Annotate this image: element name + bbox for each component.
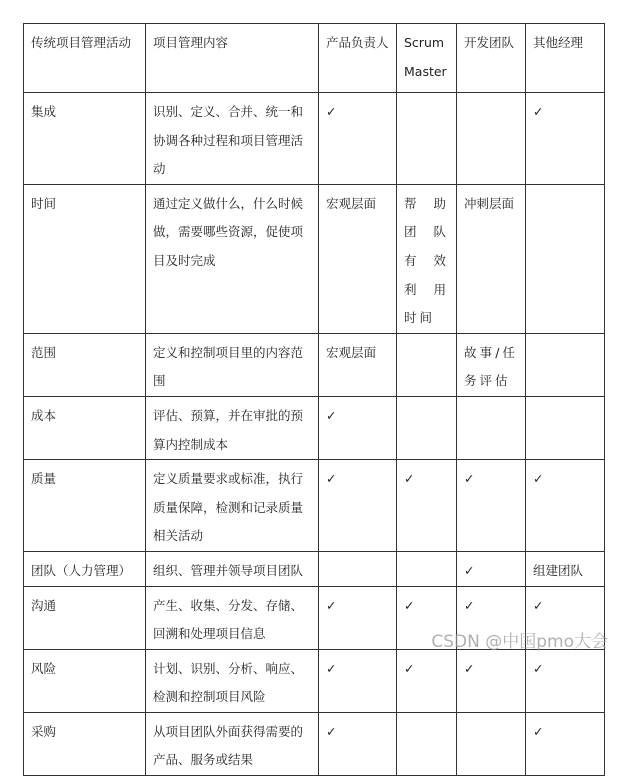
content-cell: 识别、定义、合并、统一和协调各种过程和项目管理活动: [146, 93, 319, 185]
table-row: [24, 396, 605, 459]
content-cell: 评估、预算，并在审批的预算内控制成本: [146, 396, 319, 459]
product-owner-cell: [319, 551, 397, 586]
header-product-owner: 产品负责人: [319, 24, 397, 93]
activity-cell: 团队（人力管理）: [24, 551, 146, 586]
scrum-master-cell: ✓: [397, 649, 457, 712]
scrum-master-cell: [397, 396, 457, 459]
scrum-master-cell: ✓: [397, 586, 457, 649]
scrum-master-cell: [397, 551, 457, 586]
product-owner-cell: ✓: [319, 93, 397, 185]
content-cell: 通过定义做什么，什么时候做，需要哪些资源，促使项目及时完成: [146, 184, 319, 333]
table-row: [24, 184, 605, 333]
activity-cell: 采购: [24, 712, 146, 775]
dev-team-cell: [457, 93, 526, 185]
content-cell: 定义和控制项目里的内容范围: [146, 333, 319, 396]
product-owner-cell: ✓: [319, 396, 397, 459]
activity-cell: 风险: [24, 649, 146, 712]
table-row: [24, 649, 605, 712]
header-row: [24, 24, 605, 93]
product-owner-cell: ✓: [319, 460, 397, 552]
table-row: [24, 93, 605, 185]
pm-roles-table: [23, 23, 605, 776]
dev-team-cell: ✓: [457, 586, 526, 649]
activity-cell: 成本: [24, 396, 146, 459]
scrum-master-cell: ✓: [397, 460, 457, 552]
dev-team-cell: [457, 396, 526, 459]
activity-cell: 时间: [24, 184, 146, 333]
dev-team-cell: [457, 712, 526, 775]
header-content: 项目管理内容: [146, 24, 319, 93]
other-managers-cell: [526, 184, 605, 333]
dev-team-cell: ✓: [457, 649, 526, 712]
product-owner-cell: 宏观层面: [319, 333, 397, 396]
other-managers-cell: [526, 396, 605, 459]
content-cell: 定义质量要求或标准，执行质量保障，检测和记录质量相关活动: [146, 460, 319, 552]
activity-cell: 集成: [24, 93, 146, 185]
other-managers-cell: ✓: [526, 460, 605, 552]
table-row: [24, 551, 605, 586]
table-row: [24, 712, 605, 775]
product-owner-cell: ✓: [319, 649, 397, 712]
content-cell: 计划、识别、分析、响应、检测和控制项目风险: [146, 649, 319, 712]
dev-team-cell: 故事/任务评估: [457, 333, 526, 396]
scrum-master-cell: [397, 93, 457, 185]
header-dev-team: 开发团队: [457, 24, 526, 93]
dev-team-cell: ✓: [457, 551, 526, 586]
product-owner-cell: 宏观层面: [319, 184, 397, 333]
scrum-master-cell: [397, 712, 457, 775]
scrum-master-cell: 帮助团队有效利用时间: [397, 184, 457, 333]
other-managers-cell: ✓: [526, 649, 605, 712]
activity-cell: 沟通: [24, 586, 146, 649]
other-managers-cell: ✓: [526, 712, 605, 775]
activity-cell: 质量: [24, 460, 146, 552]
watermark: CSDN @中国pmo大会: [431, 632, 608, 652]
content-cell: 组织、管理并领导项目团队: [146, 551, 319, 586]
activity-cell: 范围: [24, 333, 146, 396]
product-owner-cell: ✓: [319, 586, 397, 649]
scrum-master-cell: [397, 333, 457, 396]
other-managers-cell: [526, 333, 605, 396]
header-scrum-master: Scrum Master: [397, 24, 457, 93]
header-other-managers: 其他经理: [526, 24, 605, 93]
table-row: [24, 460, 605, 552]
table-row: [24, 333, 605, 396]
content-cell: 产生、收集、分发、存储、回溯和处理项目信息: [146, 586, 319, 649]
header-activity: 传统项目管理活动: [24, 24, 146, 93]
dev-team-cell: 冲刺层面: [457, 184, 526, 333]
other-managers-cell: ✓: [526, 586, 605, 649]
other-managers-cell: ✓: [526, 93, 605, 185]
content-cell: 从项目团队外面获得需要的产品、服务或结果: [146, 712, 319, 775]
other-managers-cell: 组建团队: [526, 551, 605, 586]
dev-team-cell: ✓: [457, 460, 526, 552]
product-owner-cell: ✓: [319, 712, 397, 775]
